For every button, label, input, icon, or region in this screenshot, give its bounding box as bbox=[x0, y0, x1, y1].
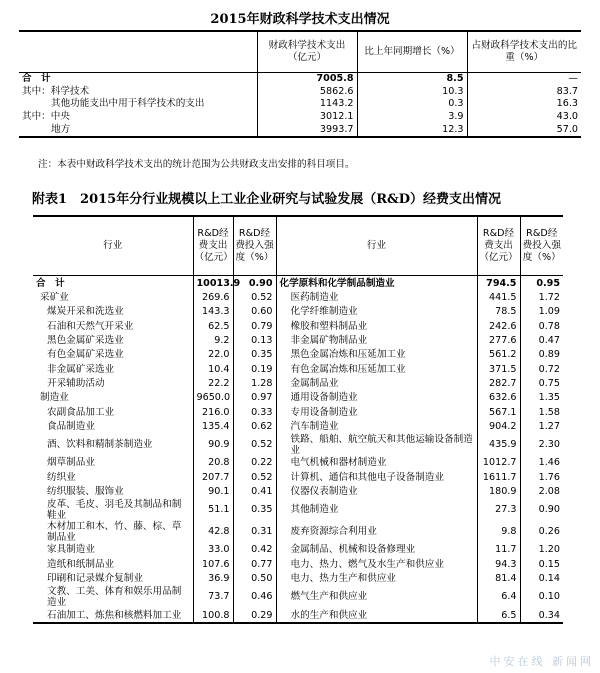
cell-value: 0.89 bbox=[520, 348, 563, 362]
cell-value: 632.6 bbox=[477, 391, 520, 405]
industry-label: 开采辅助活动 bbox=[47, 378, 105, 390]
cell-value: — bbox=[467, 73, 581, 86]
cell-value: 0.79 bbox=[233, 319, 276, 333]
industry-label: 其他制造业 bbox=[276, 499, 477, 521]
fiscal-tech-expenditure-table bbox=[19, 30, 581, 138]
cell-value: 0.29 bbox=[233, 608, 276, 623]
industry-label: 有色金属矿采选业 bbox=[47, 349, 124, 361]
table-row bbox=[33, 521, 563, 543]
cell-value: 33.0 bbox=[193, 543, 233, 557]
cell-value: 0.42 bbox=[233, 543, 276, 557]
industry-label: 农副食品加工业 bbox=[47, 406, 115, 418]
header-industry-left: 行业 bbox=[33, 216, 193, 276]
cell-value: 794.5 bbox=[477, 276, 520, 291]
cell-value: 0.62 bbox=[233, 419, 276, 433]
table-row bbox=[33, 333, 563, 347]
table-row bbox=[33, 484, 563, 498]
industry-label: 印刷和记录媒介复制业 bbox=[47, 573, 143, 585]
cell-value: 0.46 bbox=[233, 586, 276, 608]
industry-label: 橡胶和塑料制品业 bbox=[276, 319, 477, 333]
cell-value: 9.2 bbox=[193, 333, 233, 347]
industry-label: 食品制造业 bbox=[47, 421, 95, 433]
cell-value: 83.7 bbox=[467, 86, 581, 99]
table-row bbox=[33, 543, 563, 557]
industry-label: 文教、工美、体育和娱乐用品制造业 bbox=[47, 585, 182, 608]
cell-value: 0.26 bbox=[520, 521, 563, 543]
row-label: 其中：科学技术 bbox=[22, 85, 90, 97]
cell-value: 0.60 bbox=[233, 305, 276, 319]
cell-value: 207.7 bbox=[193, 470, 233, 484]
industry-label: 金属制品业 bbox=[276, 376, 477, 390]
header-industry-right: 行业 bbox=[276, 216, 477, 276]
cell-value: 8.5 bbox=[357, 73, 467, 86]
cell-value: 1.58 bbox=[520, 405, 563, 419]
table1-header-expense: 财政科学技术支出（亿元） bbox=[257, 31, 357, 73]
industry-label: 废弃资源综合利用业 bbox=[276, 521, 477, 543]
row-label: 地方 bbox=[19, 123, 257, 137]
cell-value: 143.3 bbox=[193, 305, 233, 319]
industry-label: 造纸和纸制品业 bbox=[47, 558, 115, 570]
cell-value: 371.5 bbox=[477, 362, 520, 376]
cell-value: 180.9 bbox=[477, 484, 520, 498]
table-row bbox=[33, 376, 563, 390]
industry-label: 煤炭开采和洗选业 bbox=[47, 306, 124, 318]
industry-label: 电力、热力、燃气及水生产和供应业 bbox=[276, 557, 477, 571]
table-row bbox=[33, 276, 563, 291]
cell-value: 1.72 bbox=[520, 290, 563, 304]
table-row bbox=[33, 557, 563, 571]
industry-label: 合 计 bbox=[36, 277, 65, 289]
table-row bbox=[33, 572, 563, 586]
table-row bbox=[19, 73, 581, 86]
cell-value: 1.20 bbox=[520, 543, 563, 557]
row-label: 其他功能支出中用于科学技术的支出 bbox=[51, 98, 205, 110]
cell-value: 0.78 bbox=[520, 319, 563, 333]
cell-value: 1143.2 bbox=[257, 98, 357, 111]
cell-value: 0.52 bbox=[233, 290, 276, 304]
cell-value: 1.27 bbox=[520, 419, 563, 433]
cell-value: 27.3 bbox=[477, 499, 520, 521]
cell-value: 3.9 bbox=[357, 111, 467, 124]
cell-value: 81.4 bbox=[477, 572, 520, 586]
table-row bbox=[19, 123, 581, 137]
cell-value: 12.3 bbox=[357, 123, 467, 137]
industry-label: 通用设备制造业 bbox=[276, 391, 477, 405]
industry-label: 金属制品、机械和设备修理业 bbox=[276, 543, 477, 557]
cell-value: 269.6 bbox=[193, 290, 233, 304]
cell-value: 0.97 bbox=[233, 391, 276, 405]
cell-value: 561.2 bbox=[477, 348, 520, 362]
cell-value: 0.33 bbox=[233, 405, 276, 419]
cell-value: 0.22 bbox=[233, 456, 276, 470]
cell-value: 78.5 bbox=[477, 305, 520, 319]
industry-label: 水的生产和供应业 bbox=[276, 608, 477, 623]
cell-value: 435.9 bbox=[477, 434, 520, 456]
cell-value: 6.5 bbox=[477, 608, 520, 623]
cell-value: 5862.6 bbox=[257, 86, 357, 99]
industry-label: 木材加工和木、竹、藤、棕、草制品业 bbox=[47, 520, 182, 543]
table-row bbox=[33, 586, 563, 608]
table-row bbox=[19, 98, 581, 111]
table1-header-share: 占财政科学技术支出的比重（%） bbox=[467, 31, 581, 73]
cell-value: 7005.8 bbox=[257, 73, 357, 86]
cell-value: 0.41 bbox=[233, 484, 276, 498]
table-row bbox=[19, 111, 581, 124]
industry-label: 仪器仪表制造业 bbox=[276, 484, 477, 498]
cell-value: 94.3 bbox=[477, 557, 520, 571]
table2-title: 附表1 2015年分行业规模以上工业企业研究与试验发展（R&D）经费支出情况 bbox=[32, 192, 502, 207]
cell-value: 1.76 bbox=[520, 470, 563, 484]
cell-value: 1.35 bbox=[520, 391, 563, 405]
cell-value: 0.95 bbox=[520, 276, 563, 291]
table-row bbox=[33, 405, 563, 419]
cell-value: 904.2 bbox=[477, 419, 520, 433]
industry-label: 非金属矿物制品业 bbox=[276, 333, 477, 347]
industry-label: 黑色金属矿采选业 bbox=[47, 335, 124, 347]
cell-value: 0.3 bbox=[357, 98, 467, 111]
industry-label: 电气机械和器材制造业 bbox=[276, 456, 477, 470]
industry-label: 纺织业 bbox=[47, 471, 76, 483]
table-row bbox=[33, 608, 563, 623]
industry-label: 酒、饮料和精制茶制造业 bbox=[47, 439, 153, 451]
table-row bbox=[33, 290, 563, 304]
cell-value: 36.9 bbox=[193, 572, 233, 586]
industry-label: 石油加工、炼焦和核燃料加工业 bbox=[33, 608, 193, 623]
industry-label: 化学原料和化学制品制造业 bbox=[276, 276, 477, 291]
industry-label: 化学纤维制造业 bbox=[276, 305, 477, 319]
industry-label: 皮革、毛皮、羽毛及其制品和制鞋业 bbox=[47, 498, 182, 521]
cell-value: 100.8 bbox=[193, 608, 233, 623]
table-row bbox=[33, 391, 563, 405]
table-row bbox=[33, 456, 563, 470]
cell-value: 0.75 bbox=[520, 376, 563, 390]
cell-value: 10.3 bbox=[357, 86, 467, 99]
cell-value: 10.4 bbox=[193, 362, 233, 376]
table-row bbox=[33, 470, 563, 484]
rd-expenditure-by-industry-table bbox=[33, 215, 563, 624]
industry-label: 采矿业 bbox=[40, 292, 69, 304]
industry-label: 汽车制造业 bbox=[276, 419, 477, 433]
cell-value: 1611.7 bbox=[477, 470, 520, 484]
cell-value: 1.28 bbox=[233, 376, 276, 390]
cell-value: 62.5 bbox=[193, 319, 233, 333]
cell-value: 43.0 bbox=[467, 111, 581, 124]
table1-header-blank bbox=[19, 31, 257, 73]
cell-value: 0.52 bbox=[233, 470, 276, 484]
cell-value: 107.6 bbox=[193, 557, 233, 571]
cell-value: 0.90 bbox=[233, 276, 276, 291]
cell-value: 1.09 bbox=[520, 305, 563, 319]
header-expense-left: R&D经费支出（亿元） bbox=[193, 216, 233, 276]
cell-value: 0.34 bbox=[520, 608, 563, 623]
industry-label: 纺织服装、服饰业 bbox=[47, 486, 124, 498]
cell-value: 277.6 bbox=[477, 333, 520, 347]
watermark: 中安在线 新闻网 bbox=[489, 655, 594, 668]
cell-value: 3012.1 bbox=[257, 111, 357, 124]
cell-value: 0.14 bbox=[520, 572, 563, 586]
table-row bbox=[33, 348, 563, 362]
cell-value: 90.9 bbox=[193, 434, 233, 456]
cell-value: 0.10 bbox=[520, 586, 563, 608]
cell-value: 0.50 bbox=[233, 572, 276, 586]
cell-value: 10013.9 bbox=[193, 276, 233, 291]
cell-value: 9650.0 bbox=[193, 391, 233, 405]
cell-value: 22.2 bbox=[193, 376, 233, 390]
table-row bbox=[33, 362, 563, 376]
cell-value: 73.7 bbox=[193, 586, 233, 608]
table-row bbox=[33, 499, 563, 521]
industry-label: 制造业 bbox=[40, 392, 69, 404]
cell-value: 0.15 bbox=[520, 557, 563, 571]
industry-label: 石油和天然气开采业 bbox=[47, 320, 134, 332]
cell-value: 1.46 bbox=[520, 456, 563, 470]
table-row bbox=[33, 434, 563, 456]
cell-value: 0.13 bbox=[233, 333, 276, 347]
cell-value: 9.8 bbox=[477, 521, 520, 543]
cell-value: 22.0 bbox=[193, 348, 233, 362]
table-row bbox=[33, 419, 563, 433]
cell-value: 0.52 bbox=[233, 434, 276, 456]
industry-label: 计算机、通信和其他电子设备制造业 bbox=[276, 470, 477, 484]
cell-value: 1012.7 bbox=[477, 456, 520, 470]
cell-value: 57.0 bbox=[467, 123, 581, 137]
row-label: 合 计 bbox=[22, 73, 51, 85]
cell-value: 216.0 bbox=[193, 405, 233, 419]
table-row bbox=[19, 86, 581, 99]
header-intensity-left: R&D经费投入强度（%） bbox=[233, 216, 276, 276]
cell-value: 16.3 bbox=[467, 98, 581, 111]
industry-label: 医药制造业 bbox=[276, 290, 477, 304]
cell-value: 0.47 bbox=[520, 333, 563, 347]
industry-label: 燃气生产和供应业 bbox=[276, 586, 477, 608]
table1-note: 注：本表中财政科学技术支出的统计范围为公共财政支出安排的科目项目。 bbox=[38, 159, 355, 170]
cell-value: 242.6 bbox=[477, 319, 520, 333]
cell-value: 0.72 bbox=[520, 362, 563, 376]
industry-label: 家具制造业 bbox=[47, 544, 95, 556]
cell-value: 2.08 bbox=[520, 484, 563, 498]
cell-value: 0.35 bbox=[233, 348, 276, 362]
cell-value: 0.19 bbox=[233, 362, 276, 376]
cell-value: 0.35 bbox=[233, 499, 276, 521]
cell-value: 567.1 bbox=[477, 405, 520, 419]
cell-value: 6.4 bbox=[477, 586, 520, 608]
cell-value: 3993.7 bbox=[257, 123, 357, 137]
cell-value: 0.77 bbox=[233, 557, 276, 571]
industry-label: 铁路、船舶、航空航天和其他运输设备制造业 bbox=[276, 434, 477, 456]
row-label: 其中：中央 bbox=[22, 111, 70, 123]
cell-value: 90.1 bbox=[193, 484, 233, 498]
table-row bbox=[33, 305, 563, 319]
cell-value: 20.8 bbox=[193, 456, 233, 470]
industry-label: 烟草制品业 bbox=[47, 457, 95, 469]
cell-value: 0.31 bbox=[233, 521, 276, 543]
industry-label: 专用设备制造业 bbox=[276, 405, 477, 419]
cell-value: 0.90 bbox=[520, 499, 563, 521]
table1-title: 2015年财政科学技术支出情况 bbox=[210, 12, 390, 27]
industry-label: 电力、热力生产和供应业 bbox=[276, 572, 477, 586]
cell-value: 2.30 bbox=[520, 434, 563, 456]
header-intensity-right: R&D经费投入强度（%） bbox=[520, 216, 563, 276]
cell-value: 282.7 bbox=[477, 376, 520, 390]
cell-value: 11.7 bbox=[477, 543, 520, 557]
cell-value: 42.8 bbox=[193, 521, 233, 543]
cell-value: 51.1 bbox=[193, 499, 233, 521]
table1-header-growth: 比上年同期增长（%） bbox=[357, 31, 467, 73]
industry-label: 非金属矿采选业 bbox=[47, 363, 115, 375]
cell-value: 441.5 bbox=[477, 290, 520, 304]
cell-value: 135.4 bbox=[193, 419, 233, 433]
industry-label: 黑色金属冶炼和压延加工业 bbox=[276, 348, 477, 362]
industry-label: 有色金属冶炼和压延加工业 bbox=[276, 362, 477, 376]
table-row bbox=[33, 319, 563, 333]
header-expense-right: R&D经费支出（亿元） bbox=[477, 216, 520, 276]
